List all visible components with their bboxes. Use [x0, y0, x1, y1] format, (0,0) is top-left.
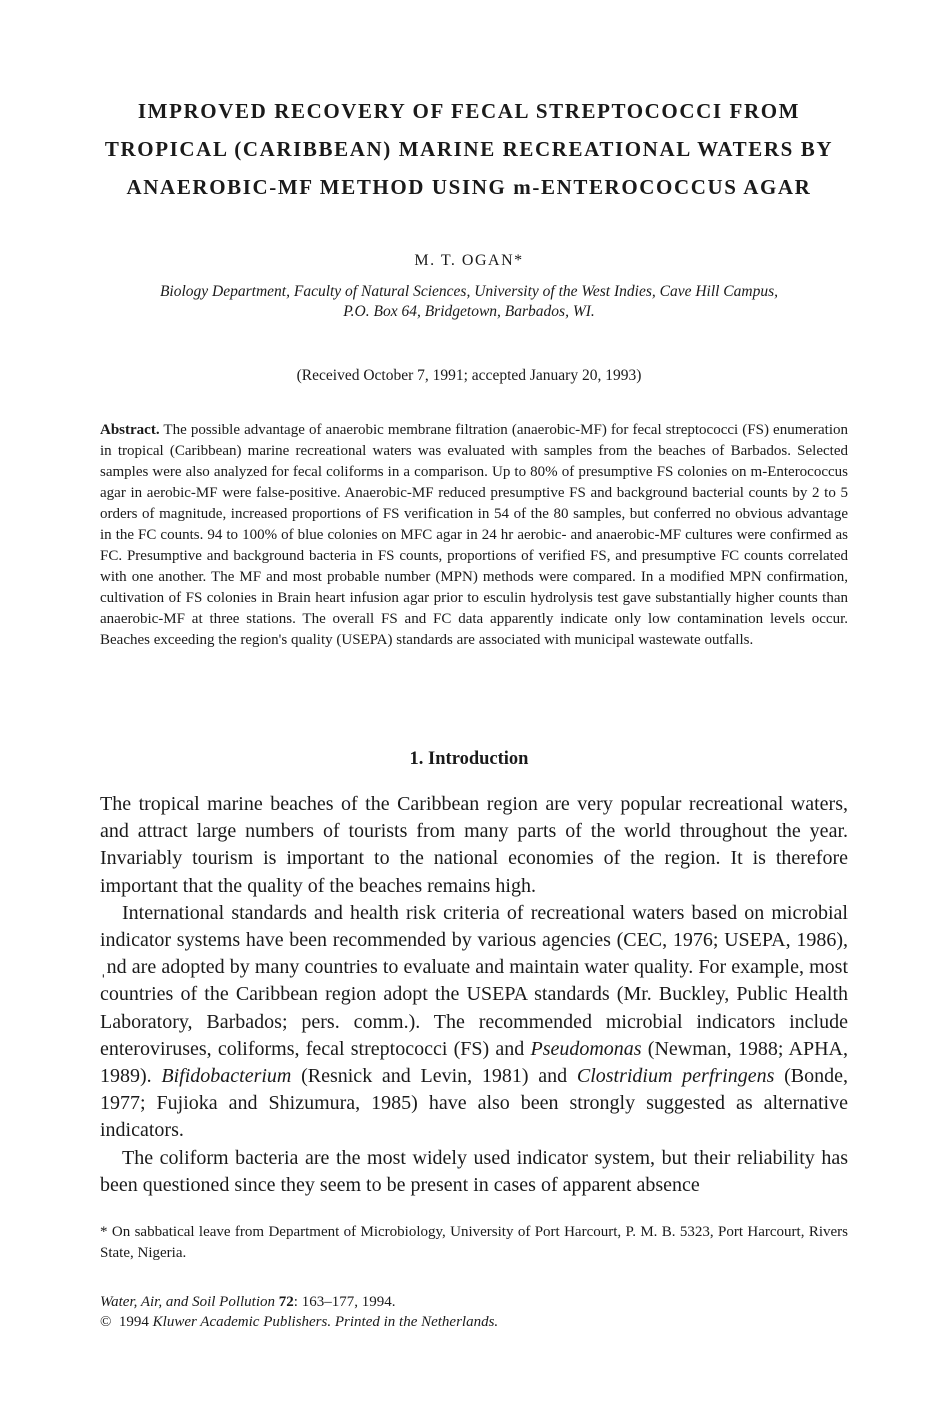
journal-citation: [100, 1292, 848, 1332]
abstract-label: Abstract.: [100, 422, 160, 438]
journal-volume: 72: [278, 1294, 294, 1310]
copyright-line: [100, 1312, 848, 1332]
abstract: [100, 420, 848, 651]
copyright-symbol: ©: [100, 1314, 112, 1330]
copyright-year: 1994: [118, 1314, 149, 1330]
author-footnote: * On sabbatical leave from Department of Microbiology, University of Port Harcourt, P. M. B. 5323, Port Harcourt, Rivers State, Nigeria.: [100, 1224, 848, 1261]
intro-paragraph-2: [100, 900, 848, 1145]
intro-p2-text-b: (Newman, 1988; APHA, 1989).: [100, 1037, 848, 1088]
section-heading: 1. Introduction: [409, 749, 529, 769]
intro-paragraph-1: The tropical marine beaches of the Caribbean region are very popular recreational waters, and attract large numbers of tourists from many parts of the world throughout the year. Invariably tourism is important to the national economies of the region. It is therefore important that the quality of the beaches remains high.: [100, 793, 848, 897]
title-line-2: TROPICAL (CARIBBEAN) MARINE RECREATIONAL WATERS BY: [104, 137, 834, 161]
journal-name: Water, Air, and Soil Pollution: [100, 1294, 276, 1310]
intro-p2-text-c: (Resnick and Levin, 1981) and: [291, 1065, 577, 1088]
author-name: M. T. OGAN*: [414, 252, 524, 269]
intro-paragraph-3: The coliform bacteria are the most widely used indicator system, but their reliability has been questioned since they seem to be present in cases of apparent absence: [100, 1146, 848, 1196]
title-line-1: IMPROVED RECOVERY OF FECAL STREPTOCOCCI FROM: [137, 99, 801, 123]
affiliation-line-2: P.O. Box 64, Bridgetown, Barbados, WI.: [343, 303, 595, 320]
taxon-pseudomonas: Pseudomonas: [530, 1037, 642, 1060]
introduction-body: [100, 791, 848, 1199]
intro-p2-text-d: (Bonde, 1977; Fujioka and Shizumura, 1985) have also been strongly suggested as alternative indicators.: [100, 1065, 848, 1142]
paper-title: [60, 92, 878, 206]
journal-pages: : 163–177, 1994.: [293, 1294, 396, 1310]
journal-line: [100, 1292, 848, 1312]
intro-p2-text-a: International standards and health risk criteria of recreational waters based on microbial indicator systems have been recommended by various agencies (CEC, 1976; USEPA, 1986), ˌnd are adopted by many countries to evaluate and maintain water quality. For example, most countries of the Caribbean region adopt the USEPA standards (Mr. Buckley, Public Health Laboratory, Barbados; pers. comm.). The recommended microbial indicators include enteroviruses, coliforms, fecal streptococci (FS) and: [100, 901, 848, 1060]
taxon-bifidobacterium: Bifidobacterium: [161, 1065, 292, 1088]
taxon-clostridium: Clostridium perfringens: [576, 1065, 775, 1088]
affiliation-line-1: Biology Department, Faculty of Natural Sciences, University of the West Indies, Cave Hill Campus,: [159, 283, 779, 300]
received-dates: (Received October 7, 1991; accepted January 20, 1993): [296, 367, 642, 384]
abstract-text: The possible advantage of anaerobic membrane filtration (anaerobic-MF) for fecal streptococci (FS) enumeration in tropical (Caribbean) marine recreational waters was evaluated with samples from the beaches of Barbados. Selected samples were also analyzed for fecal coliforms in a comparison. Up to 80% of presumptive FS colonies on m-Enterococcus agar in aerobic-MF were false-positive. Anaerobic-MF reduced presumptive FS and background bacterial counts by 2 to 5 orders of magnitude, increased proportions of FS verification in 54 of the 80 samples, but conferred no obvious advantage in the FC counts. 94 to 100% of blue colonies on MFC agar in 24 hr aerobic- and anaerobic-MF cultures were confirmed as FC. Presumptive and background bacteria in FS counts, proportions of verified FS, and presumptive FC counts correlated with one another. The MF and most probable number (MPN) methods were compared. In a modified MPN confirmation, cultivation of FS colonies in Brain heart infusion agar prior to esculin hydrolysis test gave substantially higher counts than anaerobic-MF at three stations. The overall FS and FC data apparently indicate only low contamination levels occur. Beaches exceeding the region's quality (USEPA) standards are associated with municipal wastewate outfalls.: [100, 422, 849, 648]
affiliation: [100, 282, 838, 322]
publisher: Kluwer Academic Publishers. Printed in the Netherlands.: [152, 1314, 499, 1330]
title-line-3: ANAEROBIC-MF METHOD USING m-ENTEROCOCCUS AGAR: [126, 175, 812, 199]
